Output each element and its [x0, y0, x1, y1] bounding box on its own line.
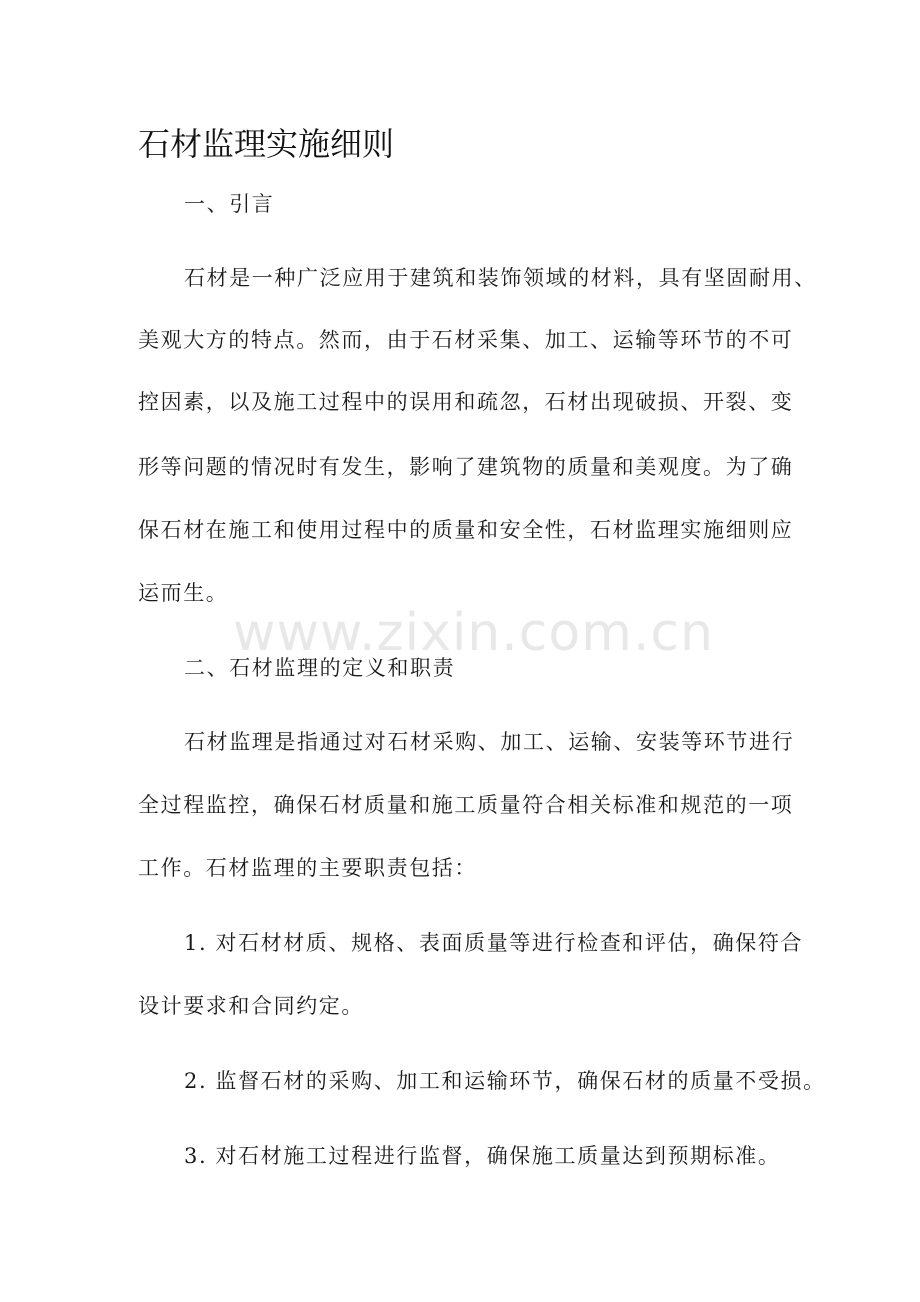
list-item-line: 设计要求和合同约定。 [138, 994, 364, 1018]
list-item-line: 3. 对石材施工过程进行监督，确保施工质量达到预期标准。 [184, 1144, 781, 1168]
paragraph-line: 控因素，以及施工过程中的误用和疏忽，石材出现破损、开裂、变 [138, 390, 794, 414]
document-title: 石材监理实施细则 [138, 125, 395, 163]
watermark: www.zixin.com.cn [233, 603, 714, 663]
paragraph-line: 全过程监控，确保石材质量和施工质量符合相关标准和规范的一项 [138, 793, 794, 817]
section-heading-intro: 一、引言 [184, 192, 275, 216]
paragraph-line: 美观大方的特点。然而，由于石材采集、加工、运输等环节的不可 [138, 328, 794, 352]
paragraph-line: 运而生。 [138, 581, 229, 605]
section-heading-definition: 二、石材监理的定义和职责 [184, 656, 456, 680]
paragraph-line: 形等问题的情况时有发生，影响了建筑物的质量和美观度。为了确 [138, 455, 794, 479]
paragraph-line: 石材是一种广泛应用于建筑和装饰领域的材料，具有坚固耐用、 [184, 266, 817, 290]
paragraph-line: 石材监理是指通过对石材采购、加工、运输、安装等环节进行 [184, 730, 795, 754]
paragraph-line: 工作。石材监理的主要职责包括： [138, 856, 477, 880]
paragraph-line: 保石材在施工和使用过程中的质量和安全性，石材监理实施细则应 [138, 518, 794, 542]
list-item-line: 2. 监督石材的采购、加工和运输环节，确保石材的质量不受损。 [184, 1069, 826, 1093]
list-item-line: 1. 对石材材质、规格、表面质量等进行检查和评估，确保符合 [184, 931, 804, 955]
